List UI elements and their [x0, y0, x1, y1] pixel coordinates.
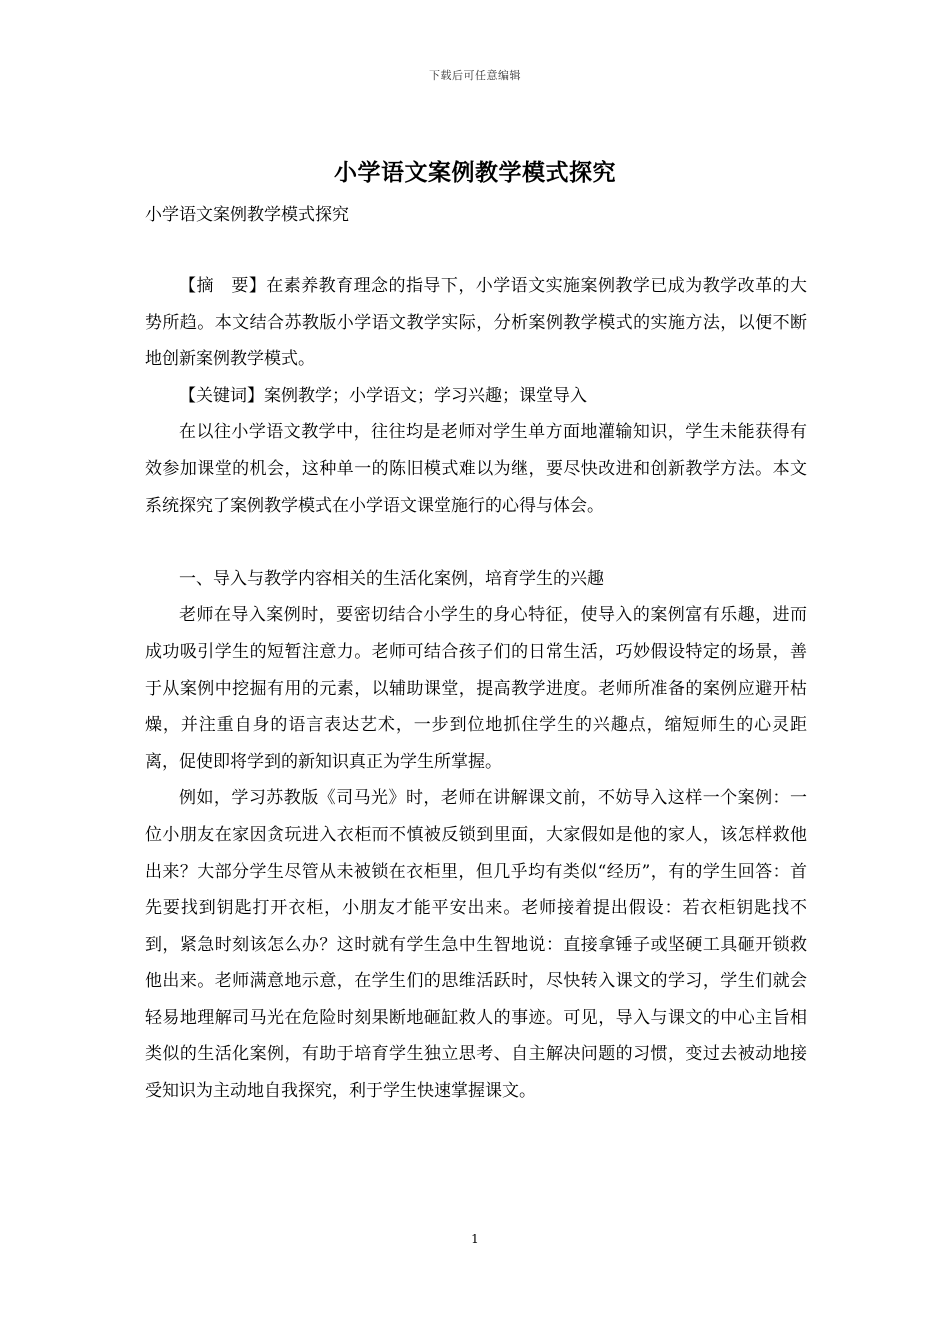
intro-paragraph: 在以往小学语文教学中，往往均是老师对学生单方面地灌输知识，学生未能获得有效参加课堂的机会，这种单一的陈旧模式难以为继，要尽快改进和创新教学方法。本文系统探究了案例教学模式在小学语文课堂施行的心得与体会。: [145, 422, 807, 516]
example-paragraph: 例如，学习苏教版《司马光》时，老师在讲解课文前，不妨导入这样一个案例：一位小朋友在家因贪玩进入衣柜而不慎被反锁到里面，大家假如是他的家人，该怎样救他出来？大部分学生尽管从未被锁在衣柜里，但几乎均有类似“经历”，有的学生回答：首先要找到钥匙打开衣柜，小朋友才能平安出来。老师接着提出假设：若衣柜钥匙找不到，紧急时刻该怎么办？这时就有学生急中生智地说：直接拿锤子或坚硬工具砸开锁救他出来。老师满意地示意，在学生们的思维活跃时，尽快转入课文的学习，学生们就会轻易地理解司马光在危险时刻果断地砸缸救人的事迹。可见，导入与课文的中心主旨相类似的生活化案例，有助于培育学生独立思考、自主解决问题的习惯，变过去被动地接受知识为主动地自我探究，利于学生快速掌握课文。: [145, 788, 807, 1102]
document-body: [145, 268, 807, 1110]
body-paragraph: 老师在导入案例时，要密切结合小学生的身心特征，使导入的案例富有乐趣，进而成功吸引学生的短暂注意力。老师可结合孩子们的日常生活，巧妙假设特定的场景，善于从案例中挖掘有用的元素，以辅助课堂，提高教学进度。老师所准备的案例应避开枯燥，并注重自身的语言表达艺术，一步到位地抓住学生的兴趣点，缩短师生的心灵距离，促使即将学到的新知识真正为学生所掌握。: [145, 605, 807, 772]
page-number: 1: [471, 1232, 479, 1246]
section-heading: 一、导入与教学内容相关的生活化案例，培育学生的兴趣: [179, 568, 604, 589]
abstract-paragraph: 【摘 要】在素养教育理念的指导下，小学语文实施案例教学已成为教学改革的大势所趋。本文结合苏教版小学语文教学实际，分析案例教学模式的实施方法，以便不断地创新案例教学模式。: [145, 276, 807, 370]
document-subtitle: 小学语文案例教学模式探究: [145, 205, 349, 225]
header-note: 下载后可任意编辑: [429, 69, 521, 82]
document-title: 小学语文案例教学模式探究: [334, 159, 616, 186]
keywords-paragraph: 【关键词】案例教学；小学语文；学习兴趣；课堂导入: [179, 385, 587, 406]
